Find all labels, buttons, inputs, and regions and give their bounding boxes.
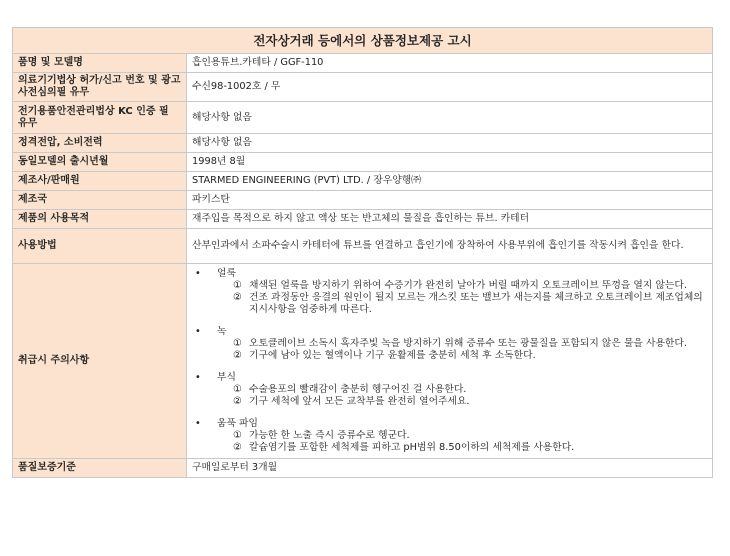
row-label: 정격전압, 소비전력 <box>13 134 187 153</box>
caution-item <box>192 280 707 292</box>
table-row <box>13 264 713 459</box>
caution-item-number: ① <box>233 338 242 349</box>
caution-item <box>192 350 707 362</box>
bullet-icon: • <box>195 418 201 429</box>
table-row <box>13 102 713 134</box>
caution-item-number: ② <box>233 442 242 453</box>
caution-item-text: 기구 세척에 앞서 모든 교착부를 완전히 열어주세요. <box>249 396 470 407</box>
row-label: 제조사/판매원 <box>13 172 187 191</box>
row-value: 흡인용튜브.카테타 / GGF-110 <box>187 54 713 73</box>
table-row <box>13 134 713 153</box>
caution-item <box>192 430 707 442</box>
table-row <box>13 210 713 229</box>
caution-item-number: ② <box>233 292 242 303</box>
caution-item-number: ② <box>233 396 242 407</box>
caution-section <box>192 268 707 316</box>
caution-item-number: ② <box>233 350 242 361</box>
row-label: 품명 및 모델명 <box>13 54 187 73</box>
table-row <box>13 54 713 73</box>
caution-item <box>192 292 707 316</box>
row-value: 해당사항 없음 <box>187 102 713 134</box>
caution-heading <box>192 326 707 338</box>
caution-item-text: 칼슘염기를 포함한 세척제를 피하고 pH범위 8.50이하의 세척제를 사용한다. <box>249 442 575 453</box>
cautions-content <box>187 264 713 459</box>
table-row <box>13 459 713 478</box>
row-value: 산부인과에서 소파수술시 카테터에 튜브를 연결하고 흡인기에 장착하여 사용부위에 흡인기를 작동시켜 흡인을 한다. <box>187 229 713 264</box>
row-label: 제품의 사용목적 <box>13 210 187 229</box>
row-label: 제조국 <box>13 191 187 210</box>
row-value: 해당사항 없음 <box>187 134 713 153</box>
caution-section <box>192 326 707 362</box>
row-label: 전기용품안전관리법상 KC 인증 필 유무 <box>13 102 187 134</box>
row-value: 파키스탄 <box>187 191 713 210</box>
notice-title: 전자상거래 등에서의 상품정보제공 고시 <box>13 28 713 54</box>
caution-item-text: 오토클레이브 소독시 흑자주빛 녹을 방지하기 위해 증류수 또는 광물질을 포함되지 않은 물을 사용한다. <box>249 338 687 349</box>
caution-item <box>192 338 707 350</box>
caution-section <box>192 372 707 408</box>
product-info-table <box>12 27 713 478</box>
caution-heading-text: 부식 <box>217 372 236 383</box>
cautions-list <box>192 268 707 454</box>
caution-item-number: ① <box>233 280 242 291</box>
row-label: 사용방법 <box>13 229 187 264</box>
bullet-icon: • <box>195 326 201 337</box>
row-label: 의료기기법상 허가/신고 번호 및 광고사전심의필 유무 <box>13 73 187 102</box>
warranty-value: 구매일로부터 3개월 <box>187 459 713 478</box>
table-row <box>13 153 713 172</box>
row-value: 1998년 8월 <box>187 153 713 172</box>
row-value: STARMED ENGINEERING (PVT) LTD. / 장우양행㈜ <box>187 172 713 191</box>
caution-item-text: 건조 과정동안 응결의 원인이 될지 모르는 개스킷 또는 밸브가 새는지를 체크하고 오토크레이브 제조업체의 지시사항을 엄중하게 따른다. <box>249 292 703 315</box>
caution-item-number: ① <box>233 430 242 441</box>
caution-heading <box>192 418 707 430</box>
row-value: 재주입을 목적으로 하지 않고 액상 또는 반고체의 물질을 흡인하는 튜브. 카테터 <box>187 210 713 229</box>
table-row <box>13 191 713 210</box>
caution-item-text: 채색된 얼룩을 방지하기 위하여 수증기가 완전히 날아가 버릴 때까지 오토크레이브 뚜껑을 열지 않는다. <box>249 280 687 291</box>
caution-heading-text: 녹 <box>217 326 227 337</box>
product-info-notice <box>12 27 712 478</box>
row-value: 수신98-1002호 / 무 <box>187 73 713 102</box>
row-label: 동일모델의 출시년월 <box>13 153 187 172</box>
bullet-icon: • <box>195 268 201 279</box>
caution-item <box>192 384 707 396</box>
caution-heading <box>192 268 707 280</box>
caution-heading-text: 움푹 파임 <box>217 418 258 429</box>
cautions-label: 취급시 주의사항 <box>13 264 187 459</box>
caution-item-text: 가능한 한 노출 즉시 증류수로 헹군다. <box>249 430 410 441</box>
caution-item-text: 수술용포의 빨래감이 충분히 헹구어진 걸 사용한다. <box>249 384 467 395</box>
caution-item-text: 기구에 남아 있는 혈액이나 기구 윤활제를 충분히 세척 후 소독한다. <box>249 350 536 361</box>
caution-item <box>192 442 707 454</box>
caution-item <box>192 396 707 408</box>
caution-heading <box>192 372 707 384</box>
caution-section <box>192 418 707 454</box>
warranty-label: 품질보증기준 <box>13 459 187 478</box>
table-row <box>13 172 713 191</box>
caution-item-number: ① <box>233 384 242 395</box>
table-row <box>13 229 713 264</box>
table-row <box>13 73 713 102</box>
bullet-icon: • <box>195 372 201 383</box>
caution-heading-text: 얼룩 <box>217 268 236 279</box>
